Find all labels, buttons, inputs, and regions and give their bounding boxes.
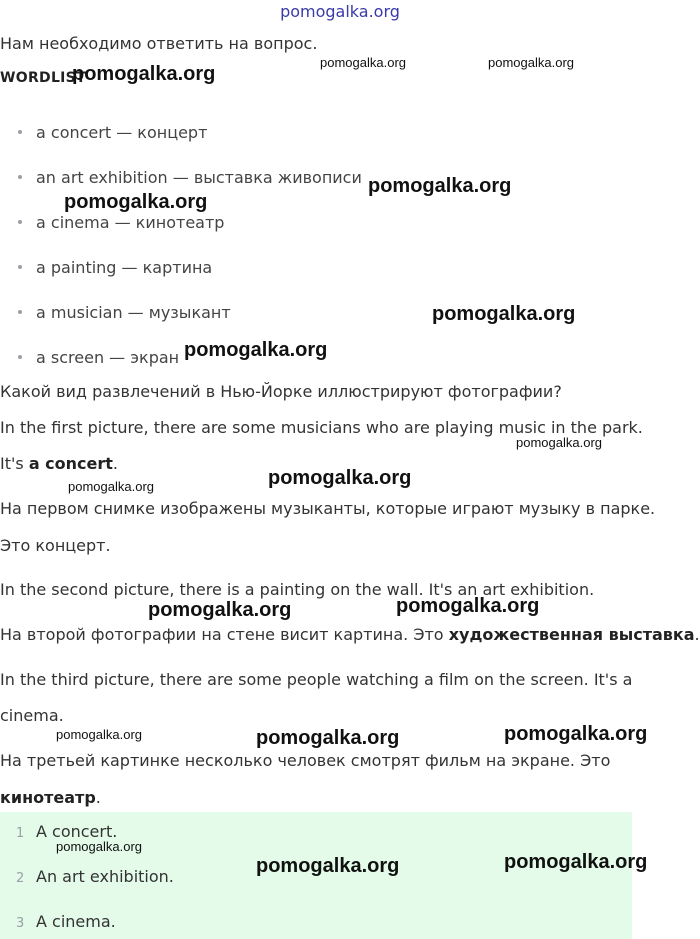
text-span: На второй фотографии на стене висит картина. Это: [0, 625, 449, 644]
text-span: It's: [0, 454, 29, 473]
watermark: pomogalka.org: [68, 479, 154, 494]
bullet-icon: [18, 130, 22, 134]
watermark: pomogalka.org: [268, 467, 412, 489]
bullet-icon: [18, 220, 22, 224]
text-span: .: [95, 788, 101, 807]
paragraph-2-en: In the second picture, there is a painting on the wall. It's an art exhibition.: [0, 580, 595, 599]
wordlist-item-text: a concert — концерт: [36, 123, 208, 142]
bold-answer: a concert: [28, 454, 113, 473]
paragraph-3-en-line2: cinema.: [0, 706, 64, 725]
paragraph-1-ru: На первом снимке изображены музыканты, которые играют музыку в парке.: [0, 499, 656, 518]
watermark: pomogalka.org: [148, 599, 292, 621]
watermark: pomogalka.org: [516, 435, 602, 450]
answer-number: 2: [16, 871, 25, 886]
bullet-icon: [18, 310, 22, 314]
watermark: pomogalka.org: [64, 191, 208, 213]
answer-text: A concert.: [36, 822, 118, 841]
wordlist-item: [18, 215, 224, 231]
bold-answer: художественная выставка: [448, 625, 695, 644]
paragraph-3-ru-line1: На третьей картинке несколько человек смотрят фильм на экране. Это: [0, 751, 611, 770]
paragraph-1-ru-answer: Это концерт.: [0, 536, 111, 555]
answer-item: [16, 914, 116, 930]
wordlist-item-text: a painting — картина: [36, 258, 213, 277]
bullet-icon: [18, 175, 22, 179]
wordlist-item-text: an art exhibition — выставка живописи: [36, 168, 362, 187]
answer-text: An art exhibition.: [36, 867, 174, 886]
watermark: pomogalka.org: [72, 63, 216, 85]
bold-answer: кинотеатр: [0, 788, 96, 807]
intro-text: Нам необходимо ответить на вопрос.: [0, 34, 318, 53]
paragraph-2-ru: [0, 627, 700, 643]
answer-text: A cinema.: [36, 912, 116, 931]
question-text: Какой вид развлечений в Нью-Йорке иллюстрируют фотографии?: [0, 382, 562, 401]
paragraph-1-en: In the first picture, there are some musicians who are playing music in the park.: [0, 418, 643, 437]
wordlist-item: [18, 350, 179, 366]
watermark: pomogalka.org: [320, 55, 406, 70]
paragraph-1-en-answer: [0, 456, 118, 472]
watermark: pomogalka.org: [488, 55, 574, 70]
answer-item: [16, 824, 117, 840]
watermark: pomogalka.org: [504, 723, 648, 745]
bullet-icon: [18, 265, 22, 269]
watermark: pomogalka.org: [368, 175, 512, 197]
wordlist-heading: WORDLIST: [0, 70, 86, 86]
wordlist-item-text: a cinema — кинотеатр: [36, 213, 225, 232]
paragraph-3-ru-line2: [0, 790, 101, 806]
text-span: .: [112, 454, 119, 473]
watermark: pomogalka.org: [56, 839, 142, 854]
wordlist-item: [18, 170, 362, 186]
answer-number: 1: [16, 826, 25, 841]
watermark: pomogalka.org: [184, 339, 328, 361]
site-watermark-top: pomogalka.org: [280, 2, 400, 21]
wordlist-item: [18, 305, 231, 321]
watermark: pomogalka.org: [432, 303, 576, 325]
watermark: pomogalka.org: [256, 855, 400, 877]
watermark: pomogalka.org: [396, 595, 540, 617]
watermark: pomogalka.org: [56, 727, 142, 742]
wordlist-item: [18, 260, 212, 276]
answer-number: 3: [16, 916, 25, 931]
wordlist-item-text: a musician — музыкант: [36, 303, 231, 322]
text-span: .: [694, 625, 700, 644]
wordlist-item-text: a screen — экран: [36, 348, 180, 367]
watermark: pomogalka.org: [504, 851, 648, 873]
watermark: pomogalka.org: [256, 727, 400, 749]
answer-item: [16, 869, 174, 885]
paragraph-3-en-line1: In the third picture, there are some people watching a film on the screen. It's a: [0, 670, 633, 689]
wordlist-item: [18, 125, 207, 141]
bullet-icon: [18, 355, 22, 359]
